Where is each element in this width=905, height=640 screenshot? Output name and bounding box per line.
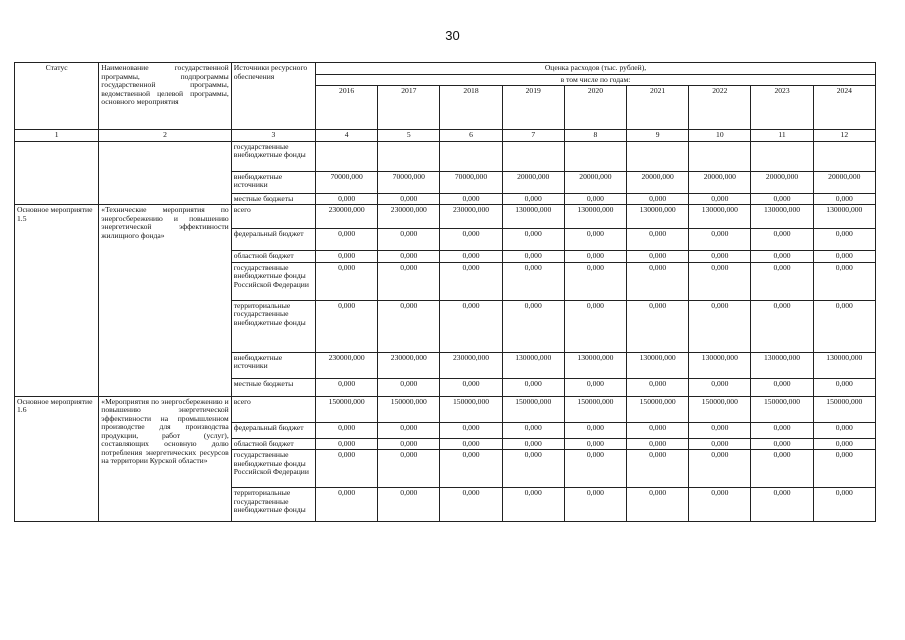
value-cell: 0,000 (316, 262, 378, 300)
page-number: 30 (445, 28, 460, 43)
value-cell: 130000,000 (689, 205, 751, 229)
value-cell: 0,000 (378, 251, 440, 263)
value-cell: 20000,000 (813, 171, 875, 193)
value-cell: 0,000 (627, 450, 689, 488)
value-cell: 0,000 (813, 300, 875, 352)
column-number: 2 (99, 130, 231, 142)
value-cell: 130000,000 (813, 352, 875, 378)
value-cell (502, 141, 564, 171)
value-cell: 0,000 (378, 193, 440, 205)
value-cell: 0,000 (813, 251, 875, 263)
value-cell (564, 141, 626, 171)
source-cell: территориальные государственные внебюджетные фонды (231, 488, 315, 522)
value-cell: 0,000 (564, 488, 626, 522)
value-cell: 0,000 (689, 438, 751, 450)
value-cell: 0,000 (751, 450, 813, 488)
header-year: 2019 (502, 86, 564, 130)
value-cell: 0,000 (564, 438, 626, 450)
column-number: 3 (231, 130, 315, 142)
value-cell: 0,000 (751, 438, 813, 450)
table-row (15, 205, 876, 229)
value-cell: 0,000 (813, 262, 875, 300)
value-cell: 0,000 (502, 450, 564, 488)
value-cell: 150000,000 (627, 396, 689, 422)
value-cell: 0,000 (751, 422, 813, 438)
value-cell: 70000,000 (440, 171, 502, 193)
source-cell: внебюджетные источники (231, 352, 315, 378)
value-cell: 0,000 (689, 300, 751, 352)
value-cell (440, 141, 502, 171)
value-cell: 0,000 (440, 422, 502, 438)
value-cell: 0,000 (378, 422, 440, 438)
column-number: 7 (502, 130, 564, 142)
column-number: 9 (627, 130, 689, 142)
value-cell: 0,000 (378, 262, 440, 300)
value-cell: 70000,000 (316, 171, 378, 193)
column-number: 6 (440, 130, 502, 142)
column-number: 5 (378, 130, 440, 142)
value-cell: 0,000 (751, 262, 813, 300)
value-cell: 0,000 (440, 251, 502, 263)
value-cell: 0,000 (378, 488, 440, 522)
value-cell: 0,000 (316, 193, 378, 205)
source-cell: областной бюджет (231, 438, 315, 450)
header-estimate: Оценка расходов (тыс. рублей), (316, 63, 876, 75)
value-cell: 130000,000 (813, 205, 875, 229)
value-cell: 0,000 (627, 193, 689, 205)
source-cell: федеральный бюджет (231, 229, 315, 251)
value-cell: 0,000 (378, 438, 440, 450)
value-cell: 230000,000 (316, 205, 378, 229)
value-cell: 0,000 (689, 422, 751, 438)
value-cell: 0,000 (316, 438, 378, 450)
value-cell: 0,000 (564, 229, 626, 251)
value-cell: 0,000 (627, 229, 689, 251)
value-cell (751, 141, 813, 171)
value-cell: 0,000 (689, 251, 751, 263)
source-cell: всего (231, 205, 315, 229)
value-cell: 0,000 (627, 262, 689, 300)
value-cell: 0,000 (316, 229, 378, 251)
value-cell: 0,000 (440, 262, 502, 300)
header-year: 2021 (627, 86, 689, 130)
value-cell: 20000,000 (627, 171, 689, 193)
value-cell: 0,000 (502, 300, 564, 352)
source-cell: местные бюджеты (231, 193, 315, 205)
value-cell: 150000,000 (440, 396, 502, 422)
value-cell: 0,000 (751, 193, 813, 205)
value-cell: 0,000 (689, 450, 751, 488)
header-year: 2024 (813, 86, 875, 130)
header-year: 2016 (316, 86, 378, 130)
value-cell: 150000,000 (378, 396, 440, 422)
value-cell: 0,000 (502, 262, 564, 300)
value-cell: 130000,000 (751, 205, 813, 229)
value-cell: 130000,000 (564, 205, 626, 229)
expenditure-table (14, 62, 876, 522)
value-cell: 0,000 (564, 193, 626, 205)
value-cell: 0,000 (751, 251, 813, 263)
value-cell: 0,000 (440, 438, 502, 450)
value-cell: 130000,000 (502, 352, 564, 378)
value-cell: 230000,000 (378, 205, 440, 229)
column-number: 11 (751, 130, 813, 142)
value-cell: 150000,000 (689, 396, 751, 422)
value-cell: 0,000 (440, 300, 502, 352)
header-year: 2017 (378, 86, 440, 130)
source-cell: местные бюджеты (231, 378, 315, 396)
value-cell: 0,000 (316, 251, 378, 263)
measure-name: «Мероприятия по энергосбережению и повышению энергетической эффективности на промышленном производстве для производства продукции, работ (услуг), составляющих основную долю потребления энергетических ресурсов на территории Курской области» (99, 396, 231, 522)
value-cell: 0,000 (502, 422, 564, 438)
value-cell: 150000,000 (813, 396, 875, 422)
value-cell: 0,000 (316, 378, 378, 396)
value-cell: 150000,000 (564, 396, 626, 422)
header-year: 2023 (751, 86, 813, 130)
value-cell: 0,000 (564, 378, 626, 396)
value-cell: 0,000 (627, 438, 689, 450)
value-cell: 0,000 (689, 193, 751, 205)
value-cell: 0,000 (751, 300, 813, 352)
status-cell-continued (15, 141, 99, 205)
value-cell: 0,000 (689, 229, 751, 251)
value-cell: 0,000 (316, 300, 378, 352)
value-cell: 0,000 (689, 262, 751, 300)
value-cell: 0,000 (378, 378, 440, 396)
value-cell: 20000,000 (564, 171, 626, 193)
value-cell: 0,000 (627, 251, 689, 263)
value-cell: 0,000 (627, 488, 689, 522)
value-cell: 230000,000 (378, 352, 440, 378)
value-cell: 0,000 (440, 229, 502, 251)
value-cell (689, 141, 751, 171)
value-cell: 0,000 (627, 378, 689, 396)
value-cell: 130000,000 (751, 352, 813, 378)
measure-name: «Технические мероприятия по энергосбережению и повышению энергетической эффективности жилищного фонда» (99, 205, 231, 397)
table-row (15, 396, 876, 422)
value-cell: 0,000 (440, 193, 502, 205)
value-cell: 0,000 (813, 229, 875, 251)
column-number: 4 (316, 130, 378, 142)
source-cell: государственные внебюджетные фонды Российской Федерации (231, 262, 315, 300)
value-cell: 0,000 (813, 488, 875, 522)
value-cell (813, 141, 875, 171)
value-cell: 0,000 (502, 488, 564, 522)
header-sources: Источники ресурсного обеспечения (231, 63, 315, 130)
value-cell: 0,000 (813, 438, 875, 450)
source-cell: федеральный бюджет (231, 422, 315, 438)
measure-status: Основное мероприятие 1.5 (15, 205, 99, 397)
source-cell: государственные внебюджетные фонды (231, 141, 315, 171)
value-cell: 0,000 (627, 300, 689, 352)
value-cell: 0,000 (564, 300, 626, 352)
value-cell: 0,000 (316, 422, 378, 438)
value-cell: 0,000 (502, 378, 564, 396)
value-cell: 230000,000 (316, 352, 378, 378)
value-cell: 130000,000 (627, 205, 689, 229)
header-year: 2020 (564, 86, 626, 130)
value-cell: 0,000 (813, 422, 875, 438)
source-cell: всего (231, 396, 315, 422)
value-cell: 0,000 (378, 300, 440, 352)
header-year: 2018 (440, 86, 502, 130)
column-number: 12 (813, 130, 875, 142)
value-cell: 0,000 (440, 488, 502, 522)
value-cell: 0,000 (502, 251, 564, 263)
value-cell: 20000,000 (689, 171, 751, 193)
source-cell: государственные внебюджетные фонды Российской Федерации (231, 450, 315, 488)
header-name: Наименование государственной программы, подпрограммы государственной программы, ведомственной целевой программы, основного мероприятия (99, 63, 231, 130)
value-cell: 0,000 (440, 378, 502, 396)
value-cell: 0,000 (564, 422, 626, 438)
column-number: 1 (15, 130, 99, 142)
value-cell: 70000,000 (378, 171, 440, 193)
value-cell: 0,000 (813, 378, 875, 396)
value-cell: 130000,000 (564, 352, 626, 378)
value-cell: 0,000 (316, 488, 378, 522)
value-cell: 150000,000 (316, 396, 378, 422)
value-cell: 0,000 (378, 229, 440, 251)
name-cell-continued (99, 141, 231, 205)
value-cell: 130000,000 (689, 352, 751, 378)
column-number: 10 (689, 130, 751, 142)
value-cell: 0,000 (564, 251, 626, 263)
value-cell: 20000,000 (502, 171, 564, 193)
value-cell: 0,000 (564, 262, 626, 300)
value-cell: 0,000 (813, 450, 875, 488)
value-cell (316, 141, 378, 171)
table-row (15, 141, 876, 171)
value-cell: 150000,000 (751, 396, 813, 422)
header-by-years: в том числе по годам: (316, 74, 876, 86)
header-year: 2022 (689, 86, 751, 130)
value-cell: 0,000 (440, 450, 502, 488)
value-cell: 0,000 (378, 450, 440, 488)
value-cell: 0,000 (627, 422, 689, 438)
value-cell: 150000,000 (502, 396, 564, 422)
value-cell: 0,000 (813, 193, 875, 205)
value-cell: 230000,000 (440, 352, 502, 378)
column-number: 8 (564, 130, 626, 142)
value-cell: 0,000 (502, 438, 564, 450)
value-cell: 0,000 (689, 378, 751, 396)
source-cell: территориальные государственные внебюджетные фонды (231, 300, 315, 352)
value-cell: 0,000 (689, 488, 751, 522)
value-cell: 20000,000 (751, 171, 813, 193)
value-cell: 0,000 (751, 229, 813, 251)
measure-status: Основное мероприятие 1.6 (15, 396, 99, 522)
value-cell: 130000,000 (502, 205, 564, 229)
value-cell: 230000,000 (440, 205, 502, 229)
value-cell: 0,000 (502, 229, 564, 251)
value-cell: 0,000 (751, 488, 813, 522)
value-cell (627, 141, 689, 171)
value-cell: 0,000 (564, 450, 626, 488)
value-cell: 0,000 (502, 193, 564, 205)
source-cell: областной бюджет (231, 251, 315, 263)
value-cell: 130000,000 (627, 352, 689, 378)
header-status: Статус (15, 63, 99, 130)
value-cell: 0,000 (316, 450, 378, 488)
source-cell: внебюджетные источники (231, 171, 315, 193)
value-cell (378, 141, 440, 171)
value-cell: 0,000 (751, 378, 813, 396)
